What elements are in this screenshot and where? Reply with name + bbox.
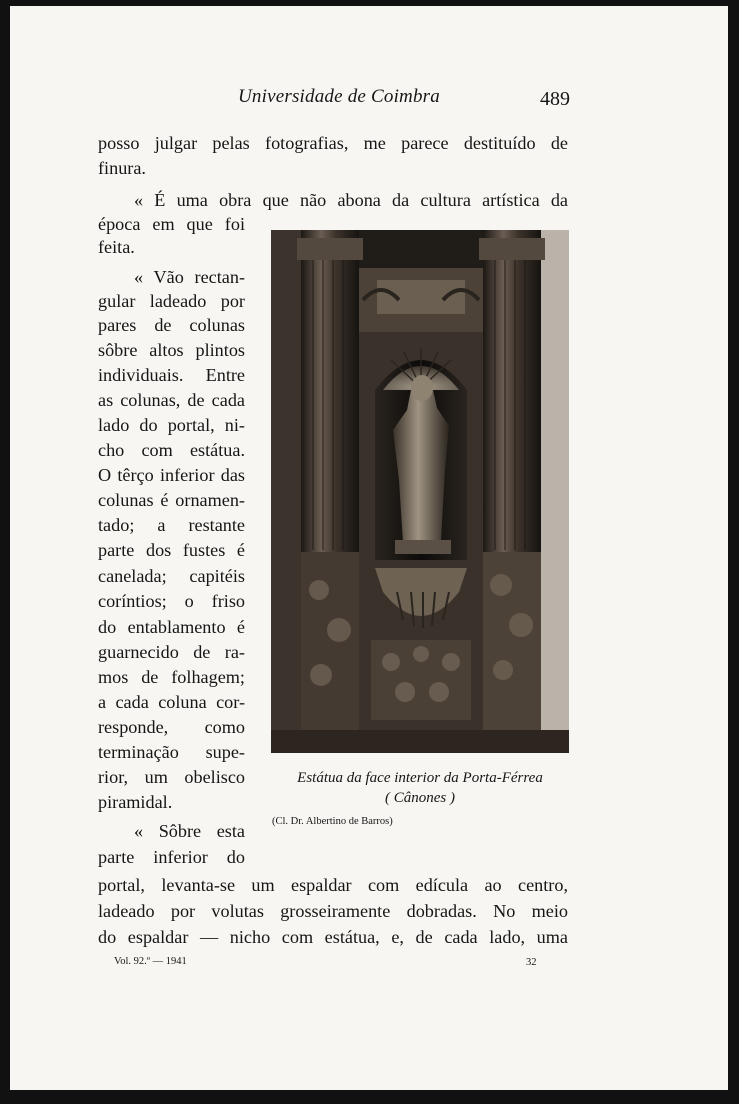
paragraph-line: canelada; capitéis bbox=[98, 566, 245, 586]
figure-caption: Estátua da face interior da Porta-Férrea bbox=[297, 770, 543, 786]
photo-credit: (Cl. Dr. Albertino de Barros) bbox=[272, 816, 393, 827]
paragraph-line: cho com estátua. bbox=[98, 440, 245, 460]
figure-caption-subtitle: ( Cânones ) bbox=[385, 790, 455, 806]
paragraph-line: lado do portal, ni- bbox=[98, 415, 245, 435]
volume-footer: Vol. 92.º — 1941 bbox=[114, 956, 187, 967]
paragraph-line: responde, como bbox=[98, 717, 245, 737]
paragraph-line: posso julgar pelas fotografias, me parece destituído de bbox=[98, 133, 568, 153]
paragraph-line: as colunas, de cada bbox=[98, 390, 245, 410]
paragraph-line: feita. bbox=[98, 237, 135, 257]
paragraph-line: piramidal. bbox=[98, 792, 173, 812]
document-page bbox=[10, 6, 728, 1090]
paragraph-line: finura. bbox=[98, 158, 146, 178]
paragraph-line: portal, levanta-se um espaldar com edícula ao centro, bbox=[98, 875, 568, 895]
paragraph-line: do entablamento é bbox=[98, 617, 245, 637]
signature-mark: 32 bbox=[526, 957, 537, 968]
page-number: 489 bbox=[540, 88, 570, 110]
paragraph-line: coríntios; o friso bbox=[98, 591, 245, 611]
paragraph-line: « Vão rectan- bbox=[134, 267, 245, 287]
paragraph-line: mos de folhagem; bbox=[98, 667, 245, 687]
paragraph-line: tado; a restante bbox=[98, 515, 245, 535]
paragraph-line: gular ladeado por bbox=[98, 291, 245, 311]
paragraph-line: colunas é ornamen- bbox=[98, 490, 245, 510]
paragraph-line: pares de colunas bbox=[98, 315, 245, 335]
paragraph-line: do espaldar — nicho com estátua, e, de cada lado, uma bbox=[98, 927, 568, 947]
paragraph-line: a cada coluna cor- bbox=[98, 692, 245, 712]
statue-photograph bbox=[271, 230, 569, 753]
statue-niche-illustration bbox=[271, 230, 569, 753]
paragraph-line: sôbre altos plintos bbox=[98, 340, 245, 360]
paragraph-line: terminação supe- bbox=[98, 742, 245, 762]
running-title: Universidade de Coimbra bbox=[238, 86, 440, 107]
paragraph-line: ladeado por volutas grosseiramente dobradas. No meio bbox=[98, 901, 568, 921]
paragraph-line: guarnecido de ra- bbox=[98, 642, 245, 662]
paragraph-line: parte inferior do bbox=[98, 847, 245, 867]
paragraph-line: individuais. Entre bbox=[98, 365, 245, 385]
paragraph-line: « Sôbre esta bbox=[134, 821, 245, 841]
paragraph-line: parte dos fustes é bbox=[98, 540, 245, 560]
paragraph-line: rior, um obelisco bbox=[98, 767, 245, 787]
paragraph-line: O têrço inferior das bbox=[98, 465, 245, 485]
paragraph-line: « É uma obra que não abona da cultura artística da bbox=[134, 190, 568, 210]
paragraph-line: época em que foi bbox=[98, 214, 245, 234]
